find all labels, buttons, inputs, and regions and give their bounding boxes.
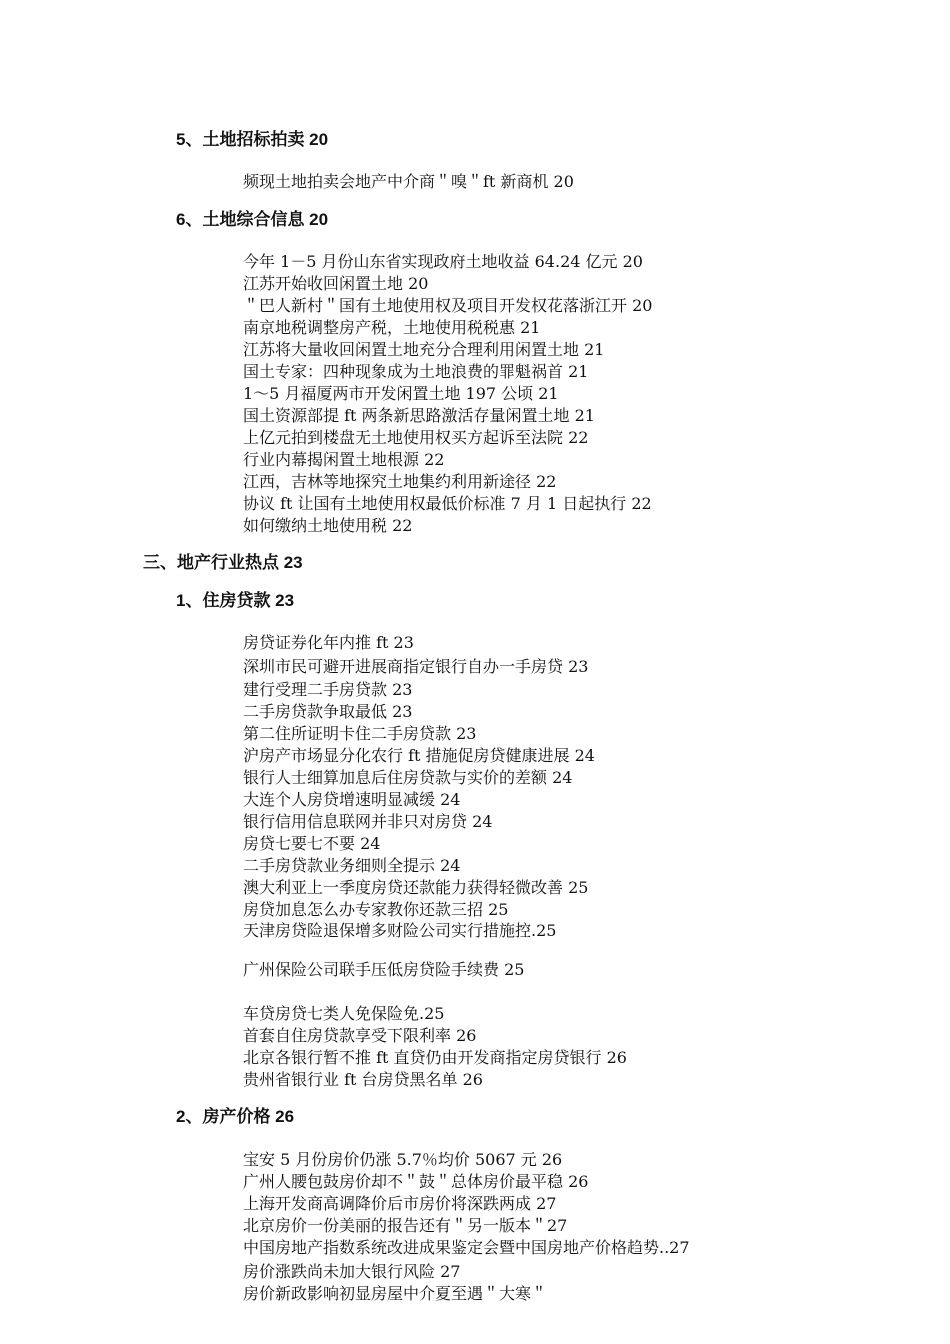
toc-entry: 大连个人房贷增速明显减缓 24 [243, 790, 461, 809]
toc-entry: 房贷七要七不要 24 [243, 834, 381, 853]
toc-entry: 首套自住房贷款享受下限利率 26 [243, 1026, 477, 1045]
toc-entry: 银行人士细算加息后住房贷款与实价的差额 24 [243, 768, 573, 787]
toc-entry: 房价涨跌尚未加大银行风险 27 [243, 1262, 461, 1281]
toc-entry: 江西，吉林等地探究土地集约利用新途径 22 [243, 472, 557, 491]
toc-entry: 贵州省银行业 ft 台房贷黑名单 26 [243, 1070, 483, 1089]
toc-entry: 二手房贷款业务细则全提示 24 [243, 856, 461, 875]
toc-entry: 北京房价一份美丽的报告还有＂另一版本＂27 [243, 1216, 568, 1235]
section-heading-housing-prices: 2、房产价格 26 [176, 1107, 295, 1126]
toc-entry: 国土专家：四种现象成为土地浪费的罪魁祸首 21 [243, 362, 589, 381]
toc-entry: 二手房贷款争取最低 23 [243, 702, 413, 721]
toc-entry: 协议 ft 让国有土地使用权最低价标准 7 月 1 日起执行 22 [243, 494, 652, 513]
toc-entry: 车贷房贷七类人免保险免.25 [243, 1004, 445, 1023]
toc-entry: 天津房贷险退保增多财险公司实行措施控.25 [243, 921, 557, 940]
toc-entry: 上亿元拍到楼盘无土地使用权买方起诉至法院 22 [243, 428, 589, 447]
toc-entry: 北京各银行暂不推 ft 直贷仍由开发商指定房贷银行 26 [243, 1048, 627, 1067]
toc-entry: 深圳市民可避开进展商指定银行自办一手房贷 23 [243, 657, 589, 676]
toc-entry: 频现土地拍卖会地产中介商＂嗅＂ft 新商机 20 [243, 172, 574, 191]
toc-entry: 南京地税调整房产税，土地使用税税惠 21 [243, 318, 541, 337]
section-heading-land-auction: 5、土地招标拍卖 20 [176, 130, 329, 149]
toc-entry: 房贷证券化年内推 ft 23 [243, 633, 414, 652]
toc-entry: ＂巴人新村＂国有土地使用权及项目开发权花落浙江开 20 [243, 296, 653, 315]
toc-entry: 广州保险公司联手压低房贷险手续费 25 [243, 960, 525, 979]
toc-entry: 广州人腰包鼓房价却不＂鼓＂总体房价最平稳 26 [243, 1172, 589, 1191]
toc-entry: 第二住所证明卡住二手房贷款 23 [243, 724, 477, 743]
section-heading-land-info: 6、土地综合信息 20 [176, 210, 329, 229]
toc-entry: 宝安 5 月份房价仍涨 5.7％均价 5067 元 26 [243, 1150, 563, 1169]
toc-entry: 沪房产市场显分化农行 ft 措施促房贷健康进展 24 [243, 746, 595, 765]
toc-entry: 如何缴纳土地使用税 22 [243, 516, 413, 535]
toc-entry: 1～5 月福厦两市开发闲置土地 197 公顷 21 [243, 384, 559, 403]
toc-entry: 江苏将大量收回闲置土地充分合理利用闲置土地 21 [243, 340, 605, 359]
chapter-heading-industry-hotspots: 三、地产行业热点 23 [143, 553, 303, 572]
toc-entry: 江苏开始收回闲置土地 20 [243, 274, 429, 293]
toc-entry: 国土资源部提 ft 两条新思路激活存量闲置土地 21 [243, 406, 595, 425]
toc-entry: 上海开发商高调降价后市房价将深跌两成 27 [243, 1194, 557, 1213]
toc-entry: 房价新政影响初显房屋中介夏至遇＂大寒＂ [243, 1284, 548, 1303]
toc-entry: 今年 1－5 月份山东省实现政府土地收益 64.24 亿元 20 [243, 252, 643, 271]
toc-entry: 行业内幕揭闲置土地根源 22 [243, 450, 445, 469]
toc-entry: 银行信用信息联网并非只对房贷 24 [243, 812, 493, 831]
toc-entry: 建行受理二手房贷款 23 [243, 680, 413, 699]
toc-entry: 澳大利亚上一季度房贷还款能力获得轻微改善 25 [243, 878, 589, 897]
toc-entry: 房贷加息怎么办专家教你还款三招 25 [243, 900, 509, 919]
section-heading-housing-loans: 1、住房贷款 23 [176, 591, 295, 610]
toc-entry: 中国房地产指数系统改进成果鉴定会暨中国房地产价格趋势..27 [243, 1238, 690, 1257]
